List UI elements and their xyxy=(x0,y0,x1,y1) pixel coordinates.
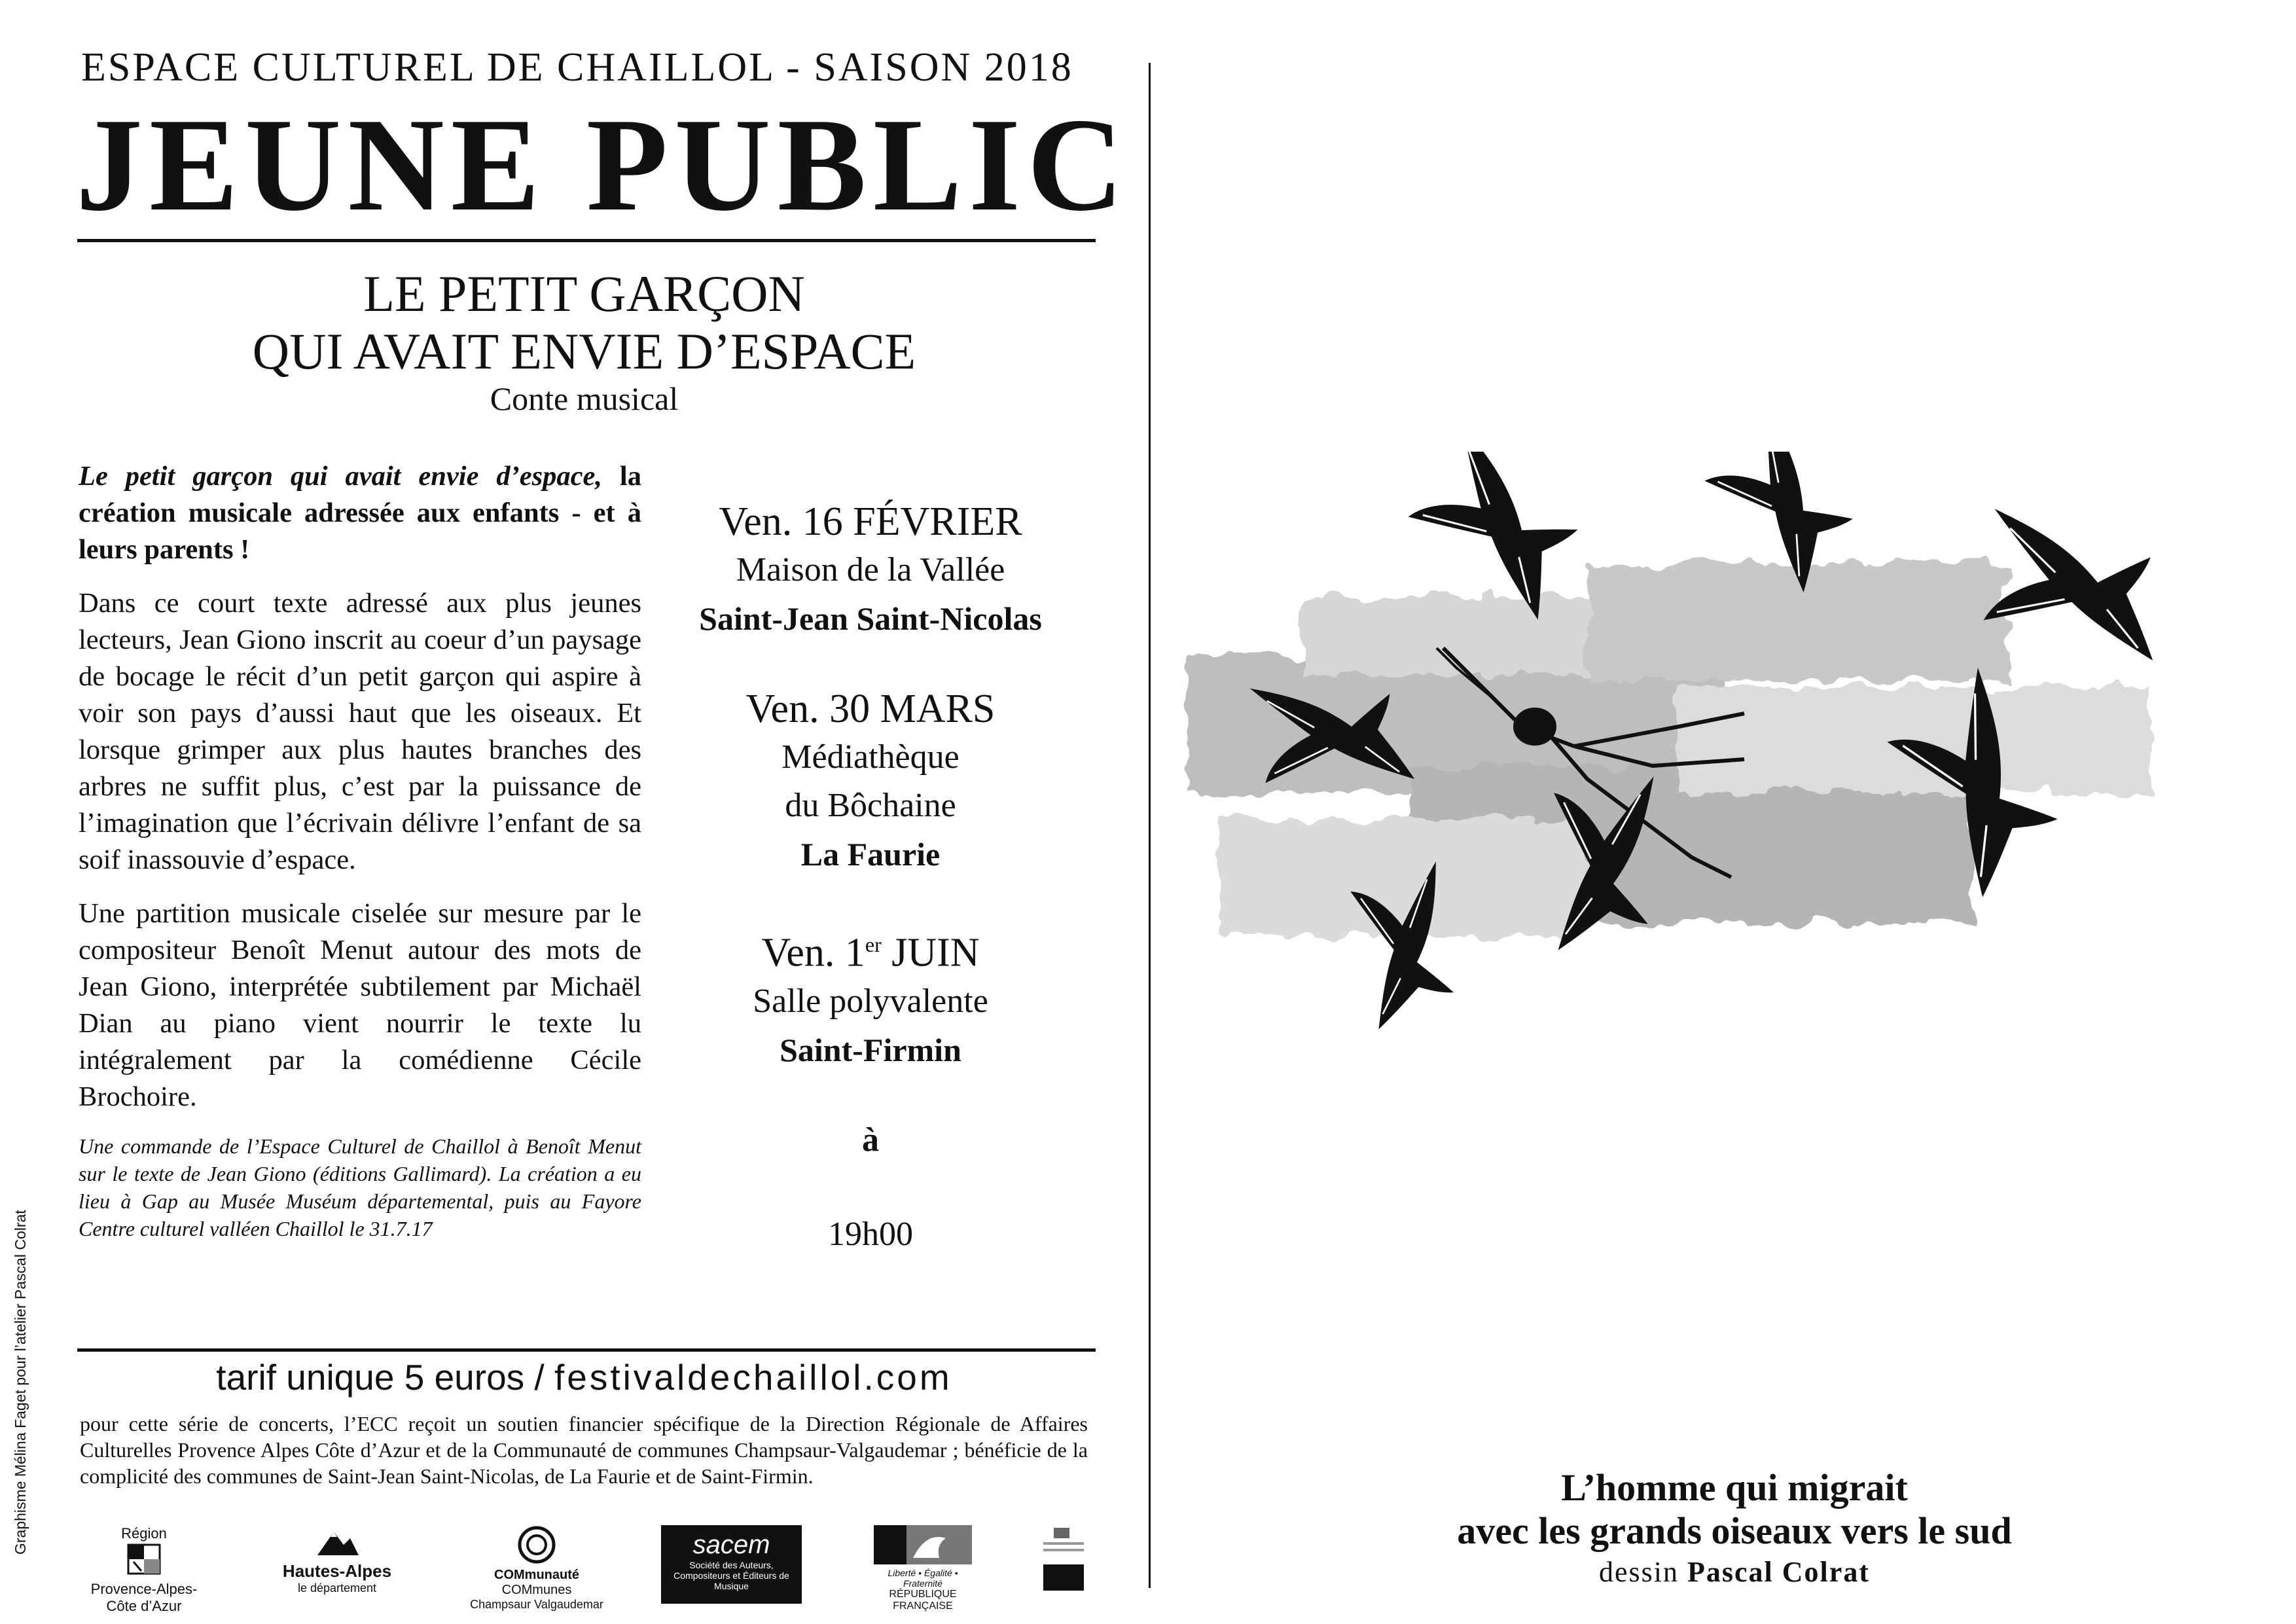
mountain-icon xyxy=(314,1525,360,1558)
story-paragraph: Dans ce court texte adressé aux plus jeunes lecteurs, Jean Giono inscrit au coeur d’un paysage de bocage le récit d’un petit garçon qui aspire à voir son pays d’aussi haut que les oiseaux. Et lorsque grimper aux plus hautes branches des arbres ne suffit plus, c’est par la puissance de l’imagination que l’écrivain délivre l’enfant de sa soif inassouvie d’espace. xyxy=(79,588,641,875)
event-date: Ven. 30 MARS xyxy=(745,687,996,731)
birds-drawing xyxy=(1181,452,2229,1080)
caption-line1: L’homme qui migrait xyxy=(1561,1466,1908,1509)
comcom-subtitle: Champsaur Valgaudemar xyxy=(470,1598,603,1611)
footer-divider xyxy=(77,1348,1096,1352)
region-emblem-icon xyxy=(124,1542,164,1578)
hautes-alpes-logo xyxy=(278,1525,396,1610)
comcom-line2: COMmunes xyxy=(501,1583,572,1597)
ministry-culture-logo xyxy=(1037,1525,1090,1610)
event-town: La Faurie xyxy=(800,836,941,873)
website-link[interactable]: festivaldechaillol.com xyxy=(554,1357,952,1398)
show-title-line2: QUI AVAIT ENVIE D’ESPACE xyxy=(252,323,916,380)
tariff-line xyxy=(79,1356,1090,1398)
marianne-icon xyxy=(874,1525,972,1564)
republique-logo xyxy=(870,1525,975,1610)
region-name: Provence-Alpes-Côte d’Azur xyxy=(90,1581,198,1614)
intro-title: Le petit garçon qui avait envie d’espace, xyxy=(79,461,603,492)
communaute-communes-logo xyxy=(458,1525,615,1610)
page-title: JEUNE PUBLIC xyxy=(76,91,1130,239)
event-place-2: du Bôchaine xyxy=(785,787,956,824)
republique-motto: Liberté • Égalité • Fraternité xyxy=(888,1568,958,1589)
spiral-icon xyxy=(511,1525,563,1564)
event-place: Salle polyvalente xyxy=(753,982,988,1020)
region-label: Région xyxy=(121,1525,167,1542)
sacem-logo xyxy=(661,1525,802,1604)
event-date-month: JUIN xyxy=(881,930,980,975)
event-item xyxy=(655,497,1086,643)
ministry-emblem-icon xyxy=(1041,1525,1086,1597)
intro-text: la création musicale adressée aux enfants - et à leurs parents ! xyxy=(79,461,641,565)
event-town: Saint-Firmin xyxy=(780,1031,961,1068)
hautes-alpes-name: Hautes-Alpes xyxy=(282,1561,392,1581)
tariff-price: tarif unique 5 euros / xyxy=(216,1357,554,1398)
event-time: 19h00 xyxy=(828,1215,913,1253)
hautes-alpes-subtitle: le département xyxy=(297,1581,377,1595)
artist-name: Pascal Colrat xyxy=(1687,1556,1870,1588)
region-logo xyxy=(79,1525,209,1614)
time-prefix: à xyxy=(862,1121,879,1159)
music-paragraph: Une partition musicale ciselée sur mesure par le compositeur Benoît Menut autour des mots de Jean Giono, interprétée subtilement par Michaël Dian au piano vient nourrir le texte lu intégralement par la comédienne Cécile Brochoire. xyxy=(79,898,641,1112)
show-title-line1: LE PETIT GARÇON xyxy=(363,265,805,322)
comcom-line1: COMmunauté xyxy=(494,1568,579,1582)
event-date xyxy=(655,920,1086,977)
caption-credit xyxy=(1244,1555,2225,1589)
intro-paragraph xyxy=(79,458,641,568)
sacem-subtitle: Société des Auteurs, Compositeurs et Éditeurs de Musique xyxy=(673,1560,789,1591)
caption-line2: avec les grands oiseaux vers le sud xyxy=(1457,1509,2012,1552)
event-town: Saint-Jean Saint-Nicolas xyxy=(699,600,1042,637)
event-date: Ven. 16 FÉVRIER xyxy=(719,499,1022,544)
title-divider xyxy=(77,239,1096,242)
event-date-day: Ven. 1 xyxy=(761,930,865,975)
event-item xyxy=(655,685,1086,878)
venue-season-header: ESPACE CULTUREL DE CHAILLOL - SAISON 2018 xyxy=(81,45,1073,90)
republique-name: RÉPUBLIQUE FRANÇAISE xyxy=(889,1589,957,1612)
sacem-name: sacem xyxy=(692,1530,770,1559)
show-title xyxy=(79,265,1090,380)
event-place: Médiathèque xyxy=(781,738,960,776)
caption-credit-prefix: dessin xyxy=(1599,1556,1688,1588)
event-list xyxy=(655,497,1086,1259)
event-date-ordinal: er xyxy=(865,933,882,956)
description xyxy=(79,458,641,1259)
design-credit: Graphisme Mélina Faget pour l’atelier Pascal Colrat xyxy=(12,1210,29,1555)
fold-divider xyxy=(1149,63,1151,1588)
show-genre: Conte musical xyxy=(490,380,679,417)
event-place: Maison de la Vallée xyxy=(736,551,1005,588)
event-item xyxy=(655,920,1086,1074)
artwork-caption xyxy=(1244,1466,2225,1589)
funding-note: pour cette série de concerts, l’ECC reçoit un soutien financier spécifique de la Direction Régionale de Affaires Culturelles Provence Alpes Côte d’Azur et de la Communauté de communes Champsaur-Valgaudemar ; bénéficie de la complicité des communes de Saint-Jean Saint-Nicolas, de La Faurie et de Saint-Firmin. xyxy=(80,1412,1088,1488)
commission-note: Une commande de l’Espace Culturel de Chaillol à Benoît Menut sur le texte de Jean Giono (éditions Gallimard). La création a eu lieu à Gap au Musée Muséum départemental, puis au Fayore Centre culturel valléen Chaillol le 31.7.17 xyxy=(79,1134,641,1240)
